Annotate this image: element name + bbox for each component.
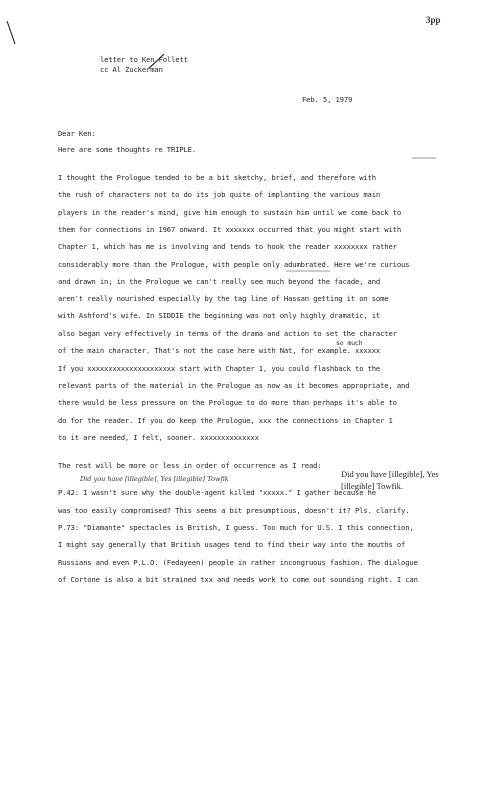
routing-line-1: letter to Ken Follett: [100, 55, 188, 64]
p1-line: considerably more than the Prologue, with people only adumbrated. Here we're curious: [58, 260, 410, 269]
p1-line: players in the reader's mind, give him enough to sustain him until we come back to: [58, 208, 402, 217]
paragraph-2-intro: The rest will be more or less in order of occurrence as I read:: [58, 461, 322, 470]
intro-line: Here are some thoughts re TRIPLE.: [58, 145, 197, 154]
p1-line: the rush of characters not to do its job quite of implanting the various main: [58, 190, 381, 199]
p1-line: aren't really nourished especially by the tag line of Hassan getting it on some: [58, 294, 389, 303]
p1-line: I thought the Prologue tended to be a bit sketchy, brief, and therefore with: [58, 173, 376, 182]
transcription-note-line: [illegible] Towfik.: [341, 481, 404, 491]
p1-line: there would be less pressure on the Prologue to do more than perhaps it's able to: [58, 398, 397, 407]
p2-line: was too easily compromised? This seems a bit presumptious, doesn't it? Pls. clarify.: [58, 506, 410, 515]
p1-line: also began very effectively in terms of the drama and action to set the character: [58, 329, 397, 338]
p2-line: Russians and even P.L.O. (Fedayeen) people in rather incongruous fashion. The dialogue: [58, 558, 418, 567]
p1-line: do for the reader. If you do keep the Prologue, xxx the connections in Chapter 1: [58, 416, 393, 425]
insertion-above-line: so much: [336, 339, 363, 347]
p1-line: If you xxxxxxxxxxxxxxxxxxxxx start with Chapter 1, you could flashback to the: [58, 364, 381, 373]
p1-line: of the main character. That's not the case here with Nat, for example. xxxxxx: [58, 346, 381, 355]
p2-line: of Cortone is also a bit strained txx and needs work to come out sounding right. I can: [58, 575, 418, 584]
p2-line: P.73: "Diamante" spectacles is British, I guess. Too much for U.S. I this connection,: [58, 523, 414, 532]
salutation: Dear Ken:: [58, 129, 96, 138]
letter-date: Feb. 5, 1979: [302, 95, 353, 104]
routing-line-2: cc Al Zuckerman: [100, 65, 163, 74]
p1-line: and drawn in; in the Prologue we can't really see much beyond the facade, and: [58, 277, 381, 286]
page-number: 3pp: [426, 15, 441, 25]
p1-line: with Ashford's wife. In SIDDIE the beginning was not only highly dramatic, it: [58, 311, 381, 320]
p2-line: P.42: I wasn't sure why the double-agent killed "xxxxx." I gather because he: [58, 488, 376, 497]
p1-line: to it are needed, I felt, sooner. xxxxxxxxxxxxxx: [58, 433, 259, 442]
transcription-note-line: Did you have [illegible], Yes: [341, 469, 439, 479]
p1-line: relevant parts of the material in the Prologue as now as it becomes appropriate, and: [58, 381, 410, 390]
p2-line: I might say generally that British usages tend to find their way into the mouths of: [58, 540, 406, 549]
handwritten-annotation: Did you have [illegible], Yes [illegible] Towfik: [80, 475, 229, 483]
p1-line: Chapter 1, which has me is involving and tends to hook the reader xxxxxxxx rather: [58, 242, 397, 251]
p1-line: them for connections in 1967 onward. It xxxxxxx occurred that you might start with: [58, 225, 402, 234]
